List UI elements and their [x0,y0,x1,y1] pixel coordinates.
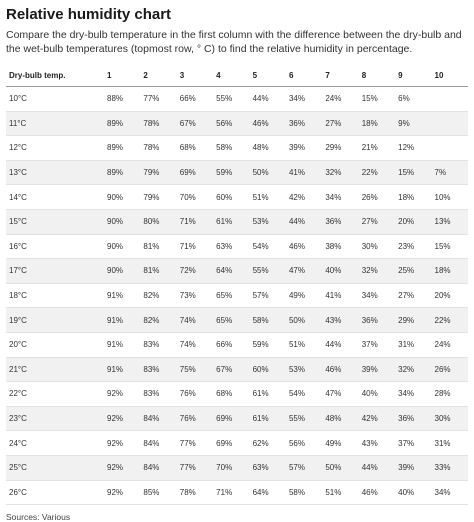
humidity-cell: 27% [322,111,358,136]
humidity-cell: 50% [286,308,322,333]
humidity-cell: 37% [395,431,431,456]
table-row [6,209,468,234]
humidity-cell [432,136,468,161]
humidity-cell: 44% [286,209,322,234]
humidity-cell: 39% [286,136,322,161]
humidity-cell: 91% [104,357,140,382]
humidity-cell: 60% [213,185,249,210]
humidity-cell: 77% [140,87,176,112]
humidity-cell: 64% [250,480,286,505]
humidity-cell: 77% [177,431,213,456]
humidity-cell: 88% [104,87,140,112]
humidity-cell: 89% [104,160,140,185]
humidity-cell: 36% [359,308,395,333]
table-row [6,234,468,259]
humidity-cell: 51% [286,332,322,357]
chart-source: Sources: Various [6,512,71,522]
humidity-cell: 40% [322,259,358,284]
humidity-cell: 74% [177,308,213,333]
humidity-cell: 70% [213,455,249,480]
column-header-dry-bulb: Dry-bulb temp. [6,64,104,87]
table-header-row [6,64,468,87]
humidity-cell: 44% [250,87,286,112]
table-row [6,357,468,382]
humidity-cell: 92% [104,406,140,431]
humidity-cell: 65% [213,283,249,308]
table-row [6,259,468,284]
humidity-cell: 46% [359,480,395,505]
humidity-cell [432,87,468,112]
humidity-cell: 43% [359,431,395,456]
humidity-table [6,64,468,505]
row-label-temperature: 22°C [6,382,104,407]
humidity-cell: 26% [432,357,468,382]
column-header-diff-4: 4 [213,64,249,87]
humidity-cell: 82% [140,283,176,308]
table-row [6,455,468,480]
humidity-cell: 32% [359,259,395,284]
row-label-temperature: 23°C [6,406,104,431]
humidity-cell: 46% [250,111,286,136]
chart-title: Relative humidity chart [6,6,172,23]
humidity-cell: 83% [140,357,176,382]
humidity-cell: 58% [286,480,322,505]
humidity-cell: 82% [140,308,176,333]
table-row [6,111,468,136]
humidity-cell: 41% [286,160,322,185]
table-row [6,160,468,185]
humidity-cell: 40% [395,480,431,505]
humidity-cell: 79% [140,185,176,210]
table-row [6,382,468,407]
humidity-cell: 70% [177,185,213,210]
humidity-cell: 10% [432,185,468,210]
humidity-cell: 15% [359,87,395,112]
humidity-cell: 33% [432,455,468,480]
row-label-temperature: 20°C [6,332,104,357]
humidity-cell: 56% [213,111,249,136]
humidity-cell: 56% [286,431,322,456]
humidity-cell: 32% [395,357,431,382]
humidity-cell: 30% [432,406,468,431]
humidity-cell: 36% [286,111,322,136]
row-label-temperature: 15°C [6,209,104,234]
row-label-temperature: 18°C [6,283,104,308]
humidity-cell: 51% [250,185,286,210]
humidity-cell: 59% [250,332,286,357]
humidity-cell: 37% [359,332,395,357]
column-header-diff-10: 10 [432,64,468,87]
humidity-cell: 51% [322,480,358,505]
humidity-cell: 29% [322,136,358,161]
row-label-temperature: 11°C [6,111,104,136]
humidity-cell: 42% [359,406,395,431]
humidity-cell: 92% [104,431,140,456]
humidity-cell: 18% [359,111,395,136]
humidity-cell: 41% [322,283,358,308]
humidity-cell: 34% [395,382,431,407]
humidity-cell: 15% [395,160,431,185]
column-header-diff-7: 7 [322,64,358,87]
humidity-cell: 71% [177,209,213,234]
row-label-temperature: 14°C [6,185,104,210]
humidity-cell: 69% [213,431,249,456]
humidity-cell: 57% [286,455,322,480]
row-label-temperature: 19°C [6,308,104,333]
humidity-cell: 25% [395,259,431,284]
humidity-cell: 39% [359,357,395,382]
table-row [6,332,468,357]
humidity-cell: 34% [359,283,395,308]
humidity-cell: 58% [250,308,286,333]
column-header-diff-5: 5 [250,64,286,87]
humidity-cell: 49% [286,283,322,308]
humidity-cell: 89% [104,111,140,136]
humidity-cell: 43% [322,308,358,333]
humidity-cell: 63% [250,455,286,480]
humidity-cell: 15% [432,234,468,259]
humidity-cell: 91% [104,308,140,333]
row-label-temperature: 26°C [6,480,104,505]
row-label-temperature: 16°C [6,234,104,259]
row-label-temperature: 21°C [6,357,104,382]
humidity-cell: 21% [359,136,395,161]
humidity-cell: 22% [432,308,468,333]
row-label-temperature: 10°C [6,87,104,112]
humidity-cell: 84% [140,431,176,456]
table-row [6,87,468,112]
humidity-cell: 18% [432,259,468,284]
humidity-cell: 90% [104,259,140,284]
humidity-cell: 92% [104,455,140,480]
humidity-cell: 54% [286,382,322,407]
humidity-cell: 46% [286,234,322,259]
humidity-cell: 67% [177,111,213,136]
humidity-cell: 76% [177,406,213,431]
humidity-cell: 91% [104,332,140,357]
humidity-cell: 50% [250,160,286,185]
column-header-diff-9: 9 [395,64,431,87]
humidity-cell: 78% [177,480,213,505]
humidity-cell: 53% [250,209,286,234]
humidity-cell: 23% [395,234,431,259]
humidity-cell: 68% [177,136,213,161]
humidity-cell: 47% [322,382,358,407]
humidity-cell: 48% [250,136,286,161]
humidity-cell: 31% [432,431,468,456]
humidity-cell: 65% [213,308,249,333]
humidity-cell: 30% [359,234,395,259]
humidity-cell: 28% [432,382,468,407]
row-label-temperature: 25°C [6,455,104,480]
humidity-cell: 34% [286,87,322,112]
humidity-cell: 27% [359,209,395,234]
humidity-cell: 84% [140,406,176,431]
column-header-diff-1: 1 [104,64,140,87]
humidity-cell: 24% [322,87,358,112]
humidity-cell: 39% [395,455,431,480]
humidity-cell: 81% [140,259,176,284]
humidity-cell: 74% [177,332,213,357]
humidity-cell: 63% [213,234,249,259]
humidity-cell: 31% [395,332,431,357]
humidity-cell: 12% [395,136,431,161]
table-row [6,308,468,333]
row-label-temperature: 13°C [6,160,104,185]
humidity-cell: 71% [213,480,249,505]
table-row [6,136,468,161]
humidity-cell: 80% [140,209,176,234]
humidity-cell: 68% [213,382,249,407]
humidity-cell: 90% [104,209,140,234]
table-row [6,431,468,456]
humidity-cell: 83% [140,382,176,407]
humidity-cell: 72% [177,259,213,284]
humidity-cell: 40% [359,382,395,407]
humidity-cell: 85% [140,480,176,505]
humidity-cell: 66% [177,87,213,112]
humidity-cell: 89% [104,136,140,161]
humidity-cell: 90% [104,185,140,210]
humidity-cell: 29% [395,308,431,333]
humidity-cell: 36% [395,406,431,431]
humidity-cell: 61% [250,406,286,431]
humidity-cell: 81% [140,234,176,259]
humidity-cell: 26% [359,185,395,210]
humidity-cell: 58% [213,136,249,161]
row-label-temperature: 12°C [6,136,104,161]
humidity-cell: 47% [286,259,322,284]
table-body [6,87,468,505]
humidity-cell: 49% [322,431,358,456]
humidity-cell: 24% [432,332,468,357]
row-label-temperature: 24°C [6,431,104,456]
row-label-temperature: 17°C [6,259,104,284]
column-header-diff-2: 2 [140,64,176,87]
humidity-cell: 77% [177,455,213,480]
table-row [6,406,468,431]
humidity-cell: 76% [177,382,213,407]
humidity-cell: 55% [250,259,286,284]
humidity-cell: 75% [177,357,213,382]
humidity-cell: 34% [432,480,468,505]
table-row [6,283,468,308]
humidity-cell: 42% [286,185,322,210]
humidity-cell: 71% [177,234,213,259]
humidity-cell: 44% [359,455,395,480]
humidity-cell: 66% [213,332,249,357]
humidity-cell: 50% [322,455,358,480]
humidity-cell: 69% [213,406,249,431]
humidity-cell: 67% [213,357,249,382]
humidity-cell: 59% [213,160,249,185]
humidity-cell: 6% [395,87,431,112]
humidity-cell: 53% [286,357,322,382]
humidity-cell: 46% [322,357,358,382]
humidity-cell: 48% [322,406,358,431]
humidity-cell: 9% [395,111,431,136]
humidity-cell: 13% [432,209,468,234]
humidity-cell: 91% [104,283,140,308]
humidity-cell: 36% [322,209,358,234]
humidity-cell: 78% [140,111,176,136]
humidity-cell: 90% [104,234,140,259]
humidity-cell: 32% [322,160,358,185]
humidity-cell: 79% [140,160,176,185]
column-header-diff-6: 6 [286,64,322,87]
humidity-cell: 54% [250,234,286,259]
humidity-cell: 61% [213,209,249,234]
humidity-cell: 38% [322,234,358,259]
humidity-cell: 69% [177,160,213,185]
humidity-cell: 57% [250,283,286,308]
humidity-cell: 92% [104,382,140,407]
humidity-cell: 83% [140,332,176,357]
column-header-diff-3: 3 [177,64,213,87]
humidity-cell: 64% [213,259,249,284]
humidity-cell: 62% [250,431,286,456]
humidity-cell: 61% [250,382,286,407]
humidity-cell: 44% [322,332,358,357]
humidity-cell: 92% [104,480,140,505]
humidity-cell: 20% [395,209,431,234]
chart-subtitle: Compare the dry-bulb temperature in the first column with the difference between the dry-bulb and the wet-bulb temperatures (topmost row, ° C) to find the relative humidity in percentage. [6,29,462,55]
humidity-cell: 73% [177,283,213,308]
humidity-cell: 78% [140,136,176,161]
humidity-cell: 60% [250,357,286,382]
table-row [6,185,468,210]
humidity-cell [432,111,468,136]
table-row [6,480,468,505]
humidity-cell: 18% [395,185,431,210]
humidity-cell: 7% [432,160,468,185]
humidity-cell: 55% [213,87,249,112]
column-header-diff-8: 8 [359,64,395,87]
humidity-cell: 34% [322,185,358,210]
humidity-cell: 55% [286,406,322,431]
humidity-cell: 84% [140,455,176,480]
humidity-cell: 27% [395,283,431,308]
humidity-cell: 22% [359,160,395,185]
humidity-cell: 20% [432,283,468,308]
